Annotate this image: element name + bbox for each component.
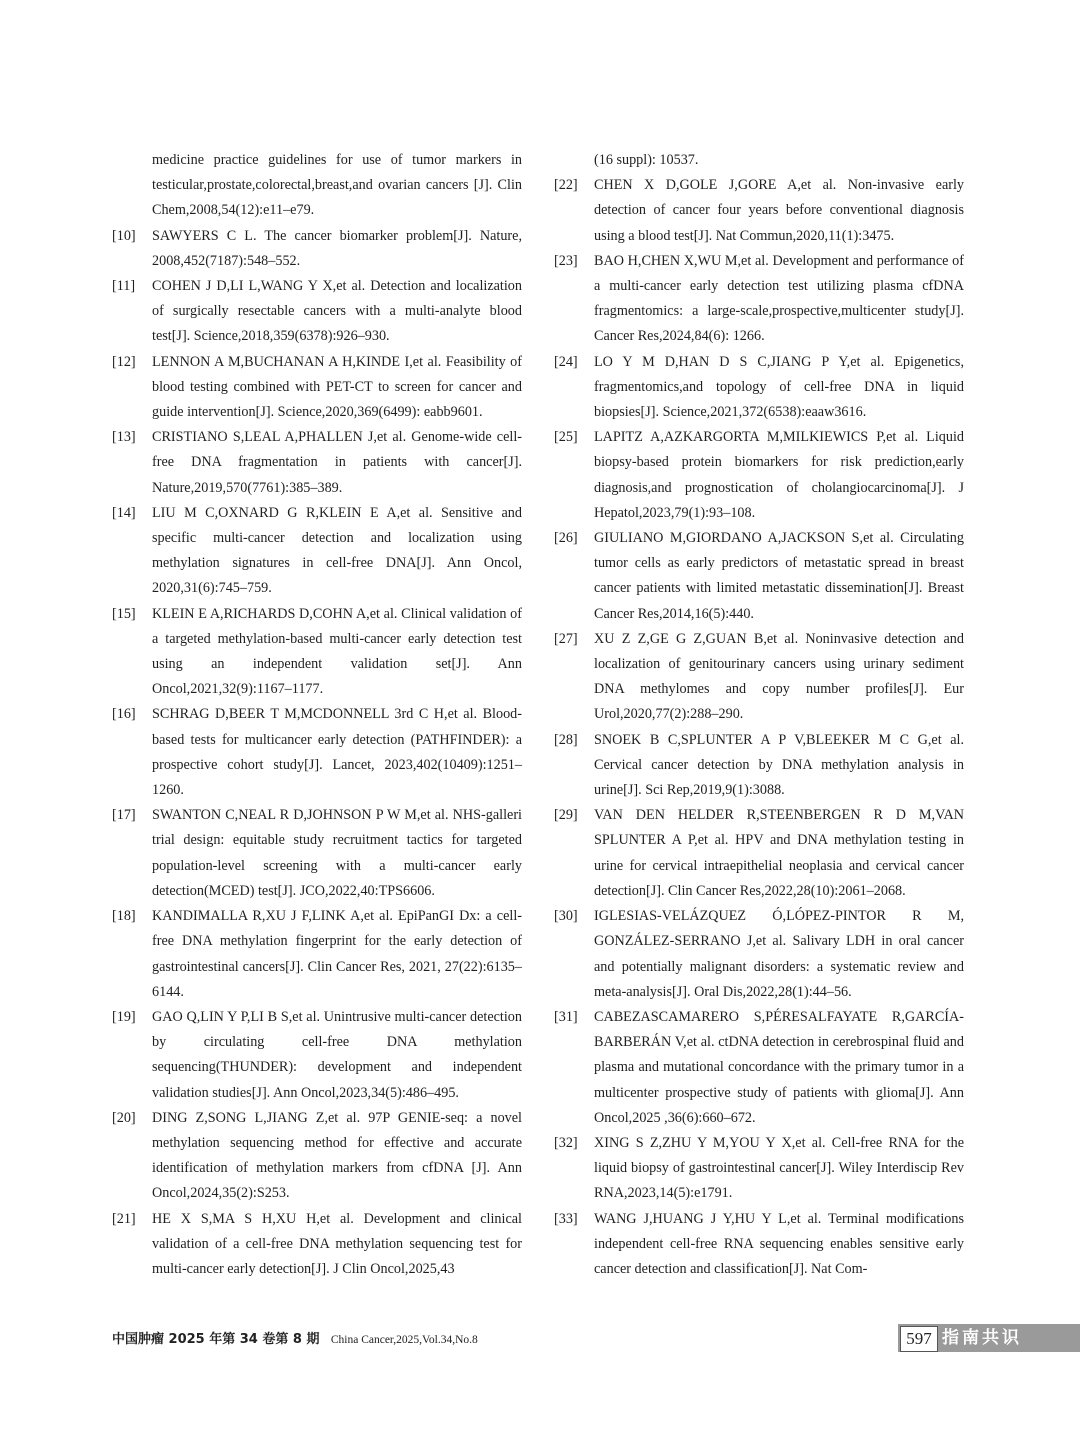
reference-item xyxy=(112,702,522,803)
journal-info xyxy=(112,1328,478,1347)
reference-number: [25] xyxy=(554,429,578,446)
reference-item xyxy=(554,627,964,728)
reference-item xyxy=(554,1131,964,1207)
reference-number: [29] xyxy=(554,807,578,824)
reference-text: VAN DEN HELDER R,STEENBERGEN R D M,VAN SPLUNTER A P,et al. HPV and DNA methylation testing in urine for cervical intraepithelial neoplasia and cervical cancer detection[J]. Clin Cancer Res,2022,28(10):2061–2068. xyxy=(594,807,964,899)
reference-number: [14] xyxy=(112,504,136,521)
reference-item xyxy=(554,173,964,249)
reference-item xyxy=(112,274,522,350)
reference-number: [17] xyxy=(112,807,136,824)
reference-text: WANG J,HUANG J Y,HU Y L,et al. Terminal modifications independent cell-free RNA sequencing enables sensitive early cancer detection and classification[J]. Nat Com- xyxy=(594,1210,964,1277)
reference-item xyxy=(112,1106,522,1207)
reference-text: BAO H,CHEN X,WU M,et al. Development and performance of a multi-cancer early detection test utilizing plasma cfDNA fragmentomics: a large-scale,prospective,multicenter study[J]. Cancer Res,2024,84(6): 1266. xyxy=(594,252,964,345)
reference-text: LENNON A M,BUCHANAN A H,KINDE I,et al. Feasibility of blood testing combined with PET-CT to screen for cancer and guide intervention[J]. Science,2020,369(6499): eabb9601. xyxy=(152,353,522,421)
reference-text: CHEN X D,GOLE J,GORE A,et al. Non-invasive early detection of cancer four years before conventional diagnosis using a blood test[J]. Nat Commun,2020,11(1):3475. xyxy=(594,177,964,244)
reference-number: [11] xyxy=(112,278,136,295)
reference-text: SAWYERS C L. The cancer biomarker problem[J]. Nature, 2008,452(7187):548–552. xyxy=(152,227,522,269)
reference-text: KLEIN E A,RICHARDS D,COHN A,et al. Clinical validation of a targeted methylation-based multi-cancer early detection test using an independent validation set[J]. Ann Oncol,2021,32(9):1167–1177. xyxy=(152,605,522,698)
reference-number: [16] xyxy=(112,706,136,723)
reference-item xyxy=(554,350,964,426)
reference-number: [15] xyxy=(112,605,136,622)
reference-number: [20] xyxy=(112,1109,136,1126)
page-number: 597 xyxy=(900,1326,938,1352)
reference-text: XING S Z,ZHU Y M,YOU Y X,et al. Cell-free RNA for the liquid biopsy of gastrointestinal cancer[J]. Wiley Interdiscip Rev RNA,2023,14(5):e1791. xyxy=(594,1134,964,1202)
reference-number: [32] xyxy=(554,1134,578,1151)
reference-text: GIULIANO M,GIORDANO A,JACKSON S,et al. Circulating tumor cells as early predictors of metastatic spread in breast cancer patients with limited metastatic dissemination[J]. Breast Cancer Res,2014,16(5):440. xyxy=(594,530,964,622)
reference-text: HE X S,MA S H,XU H,et al. Development and clinical validation of a cell-free DNA methylation sequencing test for multi-cancer early detection[J]. J Clin Oncol,2025,43 xyxy=(152,1210,522,1277)
reference-text: LAPITZ A,AZKARGORTA M,MILKIEWICS P,et al. Liquid biopsy-based protein biomarkers for risk prediction,early diagnosis,and prognostication of cholangiocarcinoma[J]. J Hepatol,2023,79(1):93–108. xyxy=(594,429,964,521)
reference-text: XU Z Z,GE G Z,GUAN B,et al. Noninvasive detection and localization of genitourinary cancers using urinary sediment DNA methylomes and copy number profiles[J]. Eur Urol,2020,77(2):288–290. xyxy=(594,630,964,723)
reference-continuation: medicine practice guidelines for use of tumor markers in testicular,prostate,colorectal,breast,and ovarian cancers [J]. Clin Chem,2008,54(12):e11–e79. xyxy=(152,152,522,219)
reference-number: [21] xyxy=(112,1210,136,1227)
reference-item xyxy=(112,904,522,1005)
reference-text: SWANTON C,NEAL R D,JOHNSON P W M,et al. NHS-galleri trial design: equitable study recruitment tactics for targeted population-level screening with a multi-cancer early detection(MCED) test[J]. JCO,2022,40:TPS6606. xyxy=(152,807,522,899)
reference-text: GAO Q,LIN Y P,LI B S,et al. Unintrusive multi-cancer detection by circulating cell-free DNA methylation sequencing(THUNDER): development and independent validation studies[J]. Ann Oncol,2023,34(5):486–495. xyxy=(152,1008,522,1101)
reference-number: [24] xyxy=(554,353,578,370)
reference-number: [22] xyxy=(554,177,578,194)
reference-number: [19] xyxy=(112,1008,136,1025)
reference-text: SNOEK B C,SPLUNTER A P V,BLEEKER M C G,et al. Cervical cancer detection by DNA methylation analysis in urine[J]. Sci Rep,2019,9(1):3088. xyxy=(594,731,964,799)
reference-item xyxy=(112,224,522,274)
reference-number: [33] xyxy=(554,1210,578,1227)
reference-number: [10] xyxy=(112,227,136,244)
reference-text: KANDIMALLA R,XU J F,LINK A,et al. EpiPanGI Dx: a cell-free DNA methylation fingerprint for the early detection of gastrointestinal cancers[J]. Clin Cancer Res, 2021, 27(22):6135–6144. xyxy=(152,908,522,1000)
reference-text: COHEN J D,LI L,WANG Y X,et al. Detection and localization of surgically resectable cancers with a multi-analyte blood test[J]. Science,2018,359(6378):926–930. xyxy=(152,278,522,345)
reference-item xyxy=(112,1005,522,1106)
reference-continuation: (16 suppl): 10537. xyxy=(594,152,699,168)
section-label: 指南共识 xyxy=(942,1328,1022,1348)
reference-item xyxy=(554,904,964,1005)
reference-text: LO Y M D,HAN D S C,JIANG P Y,et al. Epigenetics, fragmentomics,and topology of cell-free DNA in liquid biopsies[J]. Science,2021,372(6538):eaaw3616. xyxy=(594,353,964,421)
journal-title-cn: 中国肿瘤 2025 年第 34 卷第 8 期 xyxy=(112,1332,320,1347)
reference-number: [12] xyxy=(112,353,136,370)
reference-item xyxy=(112,501,522,602)
reference-text: LIU M C,OXNARD G R,KLEIN E A,et al. Sensitive and specific multi-cancer detection and localization using methylation signatures in cell-free DNA[J]. Ann Oncol, 2020,31(6):745–759. xyxy=(152,504,522,597)
reference-text: CABEZASCAMARERO S,PÉRESALFAYATE R,GARCÍA-BARBERÁN V,et al. ctDNA detection in cerebrospinal fluid and plasma and mutational concordance with the primary tumor in a multicenter prospective study of patients with glioma[J]. Ann Oncol,2025 ,36(6):660–672. xyxy=(594,1008,964,1126)
reference-number: [26] xyxy=(554,530,578,547)
reference-item xyxy=(554,526,964,627)
reference-item xyxy=(554,803,964,904)
reference-item xyxy=(554,1207,964,1283)
right-column xyxy=(554,148,964,1282)
reference-text: SCHRAG D,BEER T M,MCDONNELL 3rd C H,et al. Blood-based tests for multicancer early detection (PATHFINDER): a prospective cohort study[J]. Lancet, 2023,402(10409):1251–1260. xyxy=(152,706,522,799)
left-column xyxy=(112,148,522,1282)
reference-text: IGLESIAS-VELÁZQUEZ Ó,LÓPEZ-PINTOR R M, GONZÁLEZ-SERRANO J,et al. Salivary LDH in oral cancer and potentially malignant disorders: a systematic review and meta-analysis[J]. Oral Dis,2022,28(1):44–56. xyxy=(594,908,964,1000)
reference-item xyxy=(554,249,964,350)
reference-number: [18] xyxy=(112,908,136,925)
reference-item xyxy=(112,350,522,426)
reference-item xyxy=(112,1207,522,1283)
reference-item xyxy=(112,803,522,904)
reference-number: [27] xyxy=(554,630,578,647)
reference-number: [23] xyxy=(554,252,578,269)
page-footer xyxy=(0,1322,1080,1354)
journal-title-en: China Cancer,2025,Vol.34,No.8 xyxy=(330,1334,478,1346)
reference-number: [13] xyxy=(112,429,136,446)
reference-number: [28] xyxy=(554,731,578,748)
section-tab xyxy=(898,1324,1080,1352)
reference-item xyxy=(554,425,964,526)
reference-item xyxy=(112,425,522,501)
reference-item xyxy=(554,728,964,804)
reference-item xyxy=(112,602,522,703)
reference-number: [30] xyxy=(554,908,578,925)
reference-number: [31] xyxy=(554,1008,578,1025)
reference-text: CRISTIANO S,LEAL A,PHALLEN J,et al. Genome-wide cell-free DNA fragmentation in patients with cancer[J]. Nature,2019,570(7761):385–389. xyxy=(152,429,522,496)
reference-item xyxy=(554,1005,964,1131)
reference-text: DING Z,SONG L,JIANG Z,et al. 97P GENIE-seq: a novel methylation sequencing method for effective and accurate identification of methylation markers from cfDNA [J]. Ann Oncol,2024,35(2):S253. xyxy=(152,1109,522,1202)
